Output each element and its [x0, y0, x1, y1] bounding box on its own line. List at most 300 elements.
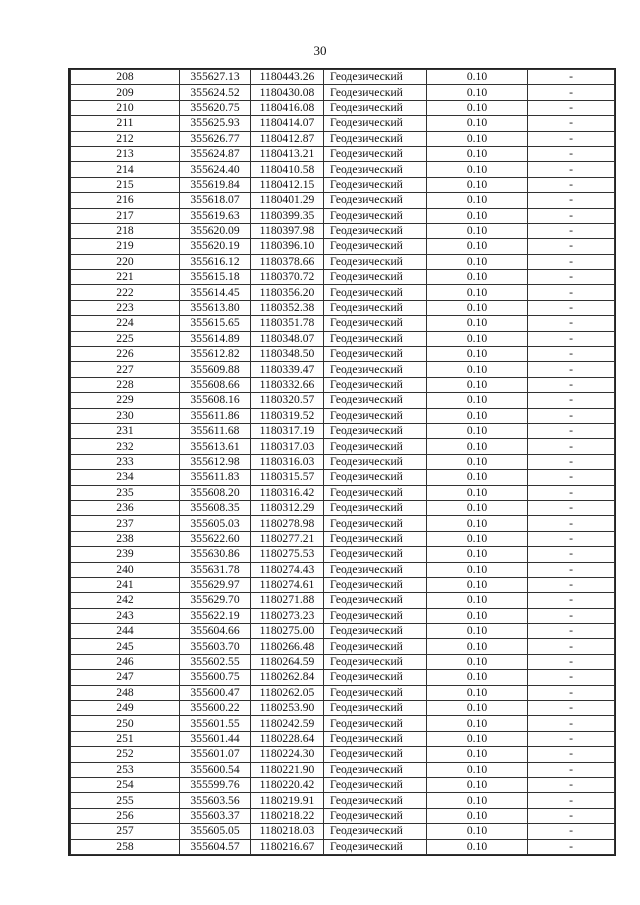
x-coordinate-cell: 355600.22: [180, 701, 251, 716]
y-coordinate-cell: 1180218.22: [251, 808, 324, 823]
dash-cell: -: [528, 654, 615, 669]
x-coordinate-cell: 355620.75: [180, 100, 251, 115]
y-coordinate-cell: 1180242.59: [251, 716, 324, 731]
precision-cell: 0.10: [427, 593, 528, 608]
precision-cell: 0.10: [427, 239, 528, 254]
precision-cell: 0.10: [427, 100, 528, 115]
table-row: [71, 701, 615, 716]
point-number-cell: 232: [71, 439, 180, 454]
table-row: [71, 485, 615, 500]
precision-cell: 0.10: [427, 824, 528, 839]
point-number-cell: 219: [71, 239, 180, 254]
x-coordinate-cell: 355627.13: [180, 70, 251, 85]
y-coordinate-cell: 1180348.07: [251, 331, 324, 346]
point-number-cell: 247: [71, 670, 180, 685]
table-row: [71, 439, 615, 454]
precision-cell: 0.10: [427, 162, 528, 177]
dash-cell: -: [528, 824, 615, 839]
point-number-cell: 236: [71, 500, 180, 515]
precision-cell: 0.10: [427, 516, 528, 531]
y-coordinate-cell: 1180275.53: [251, 547, 324, 562]
x-coordinate-cell: 355608.66: [180, 377, 251, 392]
table-row: [71, 70, 615, 85]
point-number-cell: 210: [71, 100, 180, 115]
point-number-cell: 248: [71, 685, 180, 700]
precision-cell: 0.10: [427, 839, 528, 854]
y-coordinate-cell: 1180278.98: [251, 516, 324, 531]
method-cell: Геодезический: [324, 408, 427, 423]
y-coordinate-cell: 1180224.30: [251, 747, 324, 762]
x-coordinate-cell: 355600.54: [180, 762, 251, 777]
precision-cell: 0.10: [427, 608, 528, 623]
y-coordinate-cell: 1180220.42: [251, 777, 324, 792]
table-row: [71, 685, 615, 700]
method-cell: Геодезический: [324, 762, 427, 777]
page-number: 30: [313, 43, 327, 58]
point-number-cell: 258: [71, 839, 180, 854]
precision-cell: 0.10: [427, 316, 528, 331]
y-coordinate-cell: 1180319.52: [251, 408, 324, 423]
x-coordinate-cell: 355620.19: [180, 239, 251, 254]
point-number-cell: 226: [71, 347, 180, 362]
dash-cell: -: [528, 254, 615, 269]
precision-cell: 0.10: [427, 193, 528, 208]
precision-cell: 0.10: [427, 177, 528, 192]
y-coordinate-cell: 1180351.78: [251, 316, 324, 331]
table-row: [71, 593, 615, 608]
x-coordinate-cell: 355626.77: [180, 131, 251, 146]
dash-cell: -: [528, 685, 615, 700]
table-row: [71, 146, 615, 161]
method-cell: Геодезический: [324, 731, 427, 746]
method-cell: Геодезический: [324, 808, 427, 823]
y-coordinate-cell: 1180312.29: [251, 500, 324, 515]
x-coordinate-cell: 355625.93: [180, 116, 251, 131]
table-row: [71, 131, 615, 146]
dash-cell: -: [528, 670, 615, 685]
table-row: [71, 393, 615, 408]
x-coordinate-cell: 355624.87: [180, 146, 251, 161]
point-number-cell: 245: [71, 639, 180, 654]
precision-cell: 0.10: [427, 70, 528, 85]
table-row: [71, 377, 615, 392]
table-row: [71, 470, 615, 485]
precision-cell: 0.10: [427, 793, 528, 808]
dash-cell: -: [528, 639, 615, 654]
y-coordinate-cell: 1180271.88: [251, 593, 324, 608]
method-cell: Геодезический: [324, 131, 427, 146]
table-row: [71, 239, 615, 254]
method-cell: Геодезический: [324, 393, 427, 408]
method-cell: Геодезический: [324, 777, 427, 792]
dash-cell: -: [528, 500, 615, 515]
table-row: [71, 777, 615, 792]
x-coordinate-cell: 355608.16: [180, 393, 251, 408]
y-coordinate-cell: 1180221.90: [251, 762, 324, 777]
table-row: [71, 408, 615, 423]
x-coordinate-cell: 355601.07: [180, 747, 251, 762]
x-coordinate-cell: 355618.07: [180, 193, 251, 208]
x-coordinate-cell: 355608.20: [180, 485, 251, 500]
point-number-cell: 214: [71, 162, 180, 177]
precision-cell: 0.10: [427, 577, 528, 592]
y-coordinate-cell: 1180216.67: [251, 839, 324, 854]
point-number-cell: 224: [71, 316, 180, 331]
method-cell: Геодезический: [324, 516, 427, 531]
x-coordinate-cell: 355613.61: [180, 439, 251, 454]
y-coordinate-cell: 1180430.08: [251, 85, 324, 100]
method-cell: Геодезический: [324, 470, 427, 485]
precision-cell: 0.10: [427, 762, 528, 777]
x-coordinate-cell: 355629.70: [180, 593, 251, 608]
precision-cell: 0.10: [427, 270, 528, 285]
point-number-cell: 242: [71, 593, 180, 608]
dash-cell: -: [528, 547, 615, 562]
x-coordinate-cell: 355631.78: [180, 562, 251, 577]
point-number-cell: 237: [71, 516, 180, 531]
dash-cell: -: [528, 808, 615, 823]
y-coordinate-cell: 1180413.21: [251, 146, 324, 161]
point-number-cell: 246: [71, 654, 180, 669]
y-coordinate-cell: 1180274.43: [251, 562, 324, 577]
y-coordinate-cell: 1180273.23: [251, 608, 324, 623]
method-cell: Геодезический: [324, 824, 427, 839]
point-number-cell: 234: [71, 470, 180, 485]
dash-cell: -: [528, 408, 615, 423]
x-coordinate-cell: 355614.45: [180, 285, 251, 300]
x-coordinate-cell: 355603.56: [180, 793, 251, 808]
y-coordinate-cell: 1180339.47: [251, 362, 324, 377]
precision-cell: 0.10: [427, 731, 528, 746]
point-number-cell: 212: [71, 131, 180, 146]
table-row: [71, 716, 615, 731]
point-number-cell: 243: [71, 608, 180, 623]
method-cell: Геодезический: [324, 146, 427, 161]
method-cell: Геодезический: [324, 654, 427, 669]
point-number-cell: 227: [71, 362, 180, 377]
y-coordinate-cell: 1180370.72: [251, 270, 324, 285]
y-coordinate-cell: 1180348.50: [251, 347, 324, 362]
precision-cell: 0.10: [427, 654, 528, 669]
dash-cell: -: [528, 85, 615, 100]
table-row: [71, 423, 615, 438]
method-cell: Геодезический: [324, 208, 427, 223]
table-row: [71, 270, 615, 285]
dash-cell: -: [528, 485, 615, 500]
x-coordinate-cell: 355611.68: [180, 423, 251, 438]
x-coordinate-cell: 355613.80: [180, 300, 251, 315]
point-number-cell: 253: [71, 762, 180, 777]
method-cell: Геодезический: [324, 500, 427, 515]
point-number-cell: 216: [71, 193, 180, 208]
precision-cell: 0.10: [427, 454, 528, 469]
precision-cell: 0.10: [427, 547, 528, 562]
method-cell: Геодезический: [324, 254, 427, 269]
table-row: [71, 839, 615, 854]
method-cell: Геодезический: [324, 624, 427, 639]
table-row: [71, 100, 615, 115]
table-row: [71, 208, 615, 223]
dash-cell: -: [528, 747, 615, 762]
dash-cell: -: [528, 70, 615, 85]
y-coordinate-cell: 1180218.03: [251, 824, 324, 839]
y-coordinate-cell: 1180397.98: [251, 223, 324, 238]
x-coordinate-cell: 355614.89: [180, 331, 251, 346]
table-row: [71, 500, 615, 515]
coordinates-table: [68, 68, 616, 856]
point-number-cell: 239: [71, 547, 180, 562]
precision-cell: 0.10: [427, 562, 528, 577]
precision-cell: 0.10: [427, 808, 528, 823]
y-coordinate-cell: 1180264.59: [251, 654, 324, 669]
point-number-cell: 250: [71, 716, 180, 731]
x-coordinate-cell: 355622.60: [180, 531, 251, 546]
point-number-cell: 220: [71, 254, 180, 269]
method-cell: Геодезический: [324, 223, 427, 238]
dash-cell: -: [528, 377, 615, 392]
point-number-cell: 228: [71, 377, 180, 392]
precision-cell: 0.10: [427, 716, 528, 731]
coordinates-table-body: [71, 70, 615, 855]
x-coordinate-cell: 355599.76: [180, 777, 251, 792]
table-row: [71, 824, 615, 839]
method-cell: Геодезический: [324, 701, 427, 716]
method-cell: Геодезический: [324, 316, 427, 331]
point-number-cell: 233: [71, 454, 180, 469]
precision-cell: 0.10: [427, 131, 528, 146]
y-coordinate-cell: 1180396.10: [251, 239, 324, 254]
dash-cell: -: [528, 716, 615, 731]
dash-cell: -: [528, 624, 615, 639]
precision-cell: 0.10: [427, 116, 528, 131]
precision-cell: 0.10: [427, 485, 528, 500]
dash-cell: -: [528, 531, 615, 546]
method-cell: Геодезический: [324, 670, 427, 685]
y-coordinate-cell: 1180356.20: [251, 285, 324, 300]
point-number-cell: 230: [71, 408, 180, 423]
x-coordinate-cell: 355601.44: [180, 731, 251, 746]
precision-cell: 0.10: [427, 254, 528, 269]
table-row: [71, 193, 615, 208]
point-number-cell: 208: [71, 70, 180, 85]
precision-cell: 0.10: [427, 331, 528, 346]
method-cell: Геодезический: [324, 839, 427, 854]
x-coordinate-cell: 355612.98: [180, 454, 251, 469]
method-cell: Геодезический: [324, 177, 427, 192]
y-coordinate-cell: 1180274.61: [251, 577, 324, 592]
y-coordinate-cell: 1180401.29: [251, 193, 324, 208]
y-coordinate-cell: 1180414.07: [251, 116, 324, 131]
dash-cell: -: [528, 454, 615, 469]
x-coordinate-cell: 355611.83: [180, 470, 251, 485]
point-number-cell: 213: [71, 146, 180, 161]
y-coordinate-cell: 1180416.08: [251, 100, 324, 115]
precision-cell: 0.10: [427, 223, 528, 238]
precision-cell: 0.10: [427, 500, 528, 515]
point-number-cell: 249: [71, 701, 180, 716]
method-cell: Геодезический: [324, 300, 427, 315]
table-row: [71, 254, 615, 269]
table-row: [71, 762, 615, 777]
dash-cell: -: [528, 146, 615, 161]
dash-cell: -: [528, 777, 615, 792]
method-cell: Геодезический: [324, 377, 427, 392]
point-number-cell: 235: [71, 485, 180, 500]
y-coordinate-cell: 1180262.05: [251, 685, 324, 700]
x-coordinate-cell: 355605.05: [180, 824, 251, 839]
x-coordinate-cell: 355604.66: [180, 624, 251, 639]
table-row: [71, 808, 615, 823]
dash-cell: -: [528, 316, 615, 331]
dash-cell: -: [528, 300, 615, 315]
method-cell: Геодезический: [324, 239, 427, 254]
y-coordinate-cell: 1180315.57: [251, 470, 324, 485]
method-cell: Геодезический: [324, 270, 427, 285]
y-coordinate-cell: 1180399.35: [251, 208, 324, 223]
table-row: [71, 731, 615, 746]
precision-cell: 0.10: [427, 285, 528, 300]
table-row: [71, 116, 615, 131]
dash-cell: -: [528, 362, 615, 377]
method-cell: Геодезический: [324, 423, 427, 438]
precision-cell: 0.10: [427, 439, 528, 454]
x-coordinate-cell: 355612.82: [180, 347, 251, 362]
dash-cell: -: [528, 608, 615, 623]
method-cell: Геодезический: [324, 547, 427, 562]
dash-cell: -: [528, 470, 615, 485]
point-number-cell: 229: [71, 393, 180, 408]
point-number-cell: 218: [71, 223, 180, 238]
precision-cell: 0.10: [427, 747, 528, 762]
table-row: [71, 639, 615, 654]
point-number-cell: 209: [71, 85, 180, 100]
method-cell: Геодезический: [324, 362, 427, 377]
table-row: [71, 331, 615, 346]
y-coordinate-cell: 1180320.57: [251, 393, 324, 408]
method-cell: Геодезический: [324, 485, 427, 500]
precision-cell: 0.10: [427, 300, 528, 315]
x-coordinate-cell: 355624.40: [180, 162, 251, 177]
precision-cell: 0.10: [427, 85, 528, 100]
table-row: [71, 177, 615, 192]
point-number-cell: 240: [71, 562, 180, 577]
point-number-cell: 256: [71, 808, 180, 823]
table-row: [71, 531, 615, 546]
method-cell: Геодезический: [324, 639, 427, 654]
dash-cell: -: [528, 562, 615, 577]
precision-cell: 0.10: [427, 531, 528, 546]
precision-cell: 0.10: [427, 701, 528, 716]
y-coordinate-cell: 1180253.90: [251, 701, 324, 716]
table-row: [71, 285, 615, 300]
dash-cell: -: [528, 439, 615, 454]
dash-cell: -: [528, 239, 615, 254]
method-cell: Геодезический: [324, 454, 427, 469]
x-coordinate-cell: 355630.86: [180, 547, 251, 562]
table-row: [71, 85, 615, 100]
dash-cell: -: [528, 285, 615, 300]
precision-cell: 0.10: [427, 624, 528, 639]
precision-cell: 0.10: [427, 377, 528, 392]
y-coordinate-cell: 1180262.84: [251, 670, 324, 685]
point-number-cell: 257: [71, 824, 180, 839]
method-cell: Геодезический: [324, 331, 427, 346]
table-row: [71, 162, 615, 177]
dash-cell: -: [528, 208, 615, 223]
point-number-cell: 238: [71, 531, 180, 546]
dash-cell: -: [528, 839, 615, 854]
point-number-cell: 222: [71, 285, 180, 300]
table-row: [71, 300, 615, 315]
method-cell: Геодезический: [324, 685, 427, 700]
dash-cell: -: [528, 177, 615, 192]
dash-cell: -: [528, 793, 615, 808]
dash-cell: -: [528, 701, 615, 716]
point-number-cell: 211: [71, 116, 180, 131]
method-cell: Геодезический: [324, 193, 427, 208]
precision-cell: 0.10: [427, 393, 528, 408]
method-cell: Геодезический: [324, 285, 427, 300]
dash-cell: -: [528, 193, 615, 208]
table-row: [71, 624, 615, 639]
x-coordinate-cell: 355600.47: [180, 685, 251, 700]
point-number-cell: 244: [71, 624, 180, 639]
y-coordinate-cell: 1180316.03: [251, 454, 324, 469]
method-cell: Геодезический: [324, 608, 427, 623]
method-cell: Геодезический: [324, 531, 427, 546]
x-coordinate-cell: 355603.70: [180, 639, 251, 654]
dash-cell: -: [528, 593, 615, 608]
y-coordinate-cell: 1180228.64: [251, 731, 324, 746]
method-cell: Геодезический: [324, 70, 427, 85]
method-cell: Геодезический: [324, 793, 427, 808]
y-coordinate-cell: 1180266.48: [251, 639, 324, 654]
table-row: [71, 654, 615, 669]
dash-cell: -: [528, 393, 615, 408]
x-coordinate-cell: 355622.19: [180, 608, 251, 623]
dash-cell: -: [528, 223, 615, 238]
point-number-cell: 255: [71, 793, 180, 808]
y-coordinate-cell: 1180443.26: [251, 70, 324, 85]
point-number-cell: 221: [71, 270, 180, 285]
y-coordinate-cell: 1180316.42: [251, 485, 324, 500]
dash-cell: -: [528, 516, 615, 531]
y-coordinate-cell: 1180317.19: [251, 423, 324, 438]
y-coordinate-cell: 1180412.15: [251, 177, 324, 192]
table-row: [71, 577, 615, 592]
method-cell: Геодезический: [324, 593, 427, 608]
table-row: [71, 793, 615, 808]
y-coordinate-cell: 1180277.21: [251, 531, 324, 546]
dash-cell: -: [528, 762, 615, 777]
dash-cell: -: [528, 347, 615, 362]
x-coordinate-cell: 355620.09: [180, 223, 251, 238]
table-row: [71, 547, 615, 562]
method-cell: Геодезический: [324, 100, 427, 115]
precision-cell: 0.10: [427, 423, 528, 438]
method-cell: Геодезический: [324, 716, 427, 731]
table-row: [71, 608, 615, 623]
dash-cell: -: [528, 331, 615, 346]
method-cell: Геодезический: [324, 577, 427, 592]
y-coordinate-cell: 1180378.66: [251, 254, 324, 269]
precision-cell: 0.10: [427, 670, 528, 685]
precision-cell: 0.10: [427, 362, 528, 377]
table-row: [71, 223, 615, 238]
dash-cell: -: [528, 131, 615, 146]
method-cell: Геодезический: [324, 747, 427, 762]
precision-cell: 0.10: [427, 777, 528, 792]
